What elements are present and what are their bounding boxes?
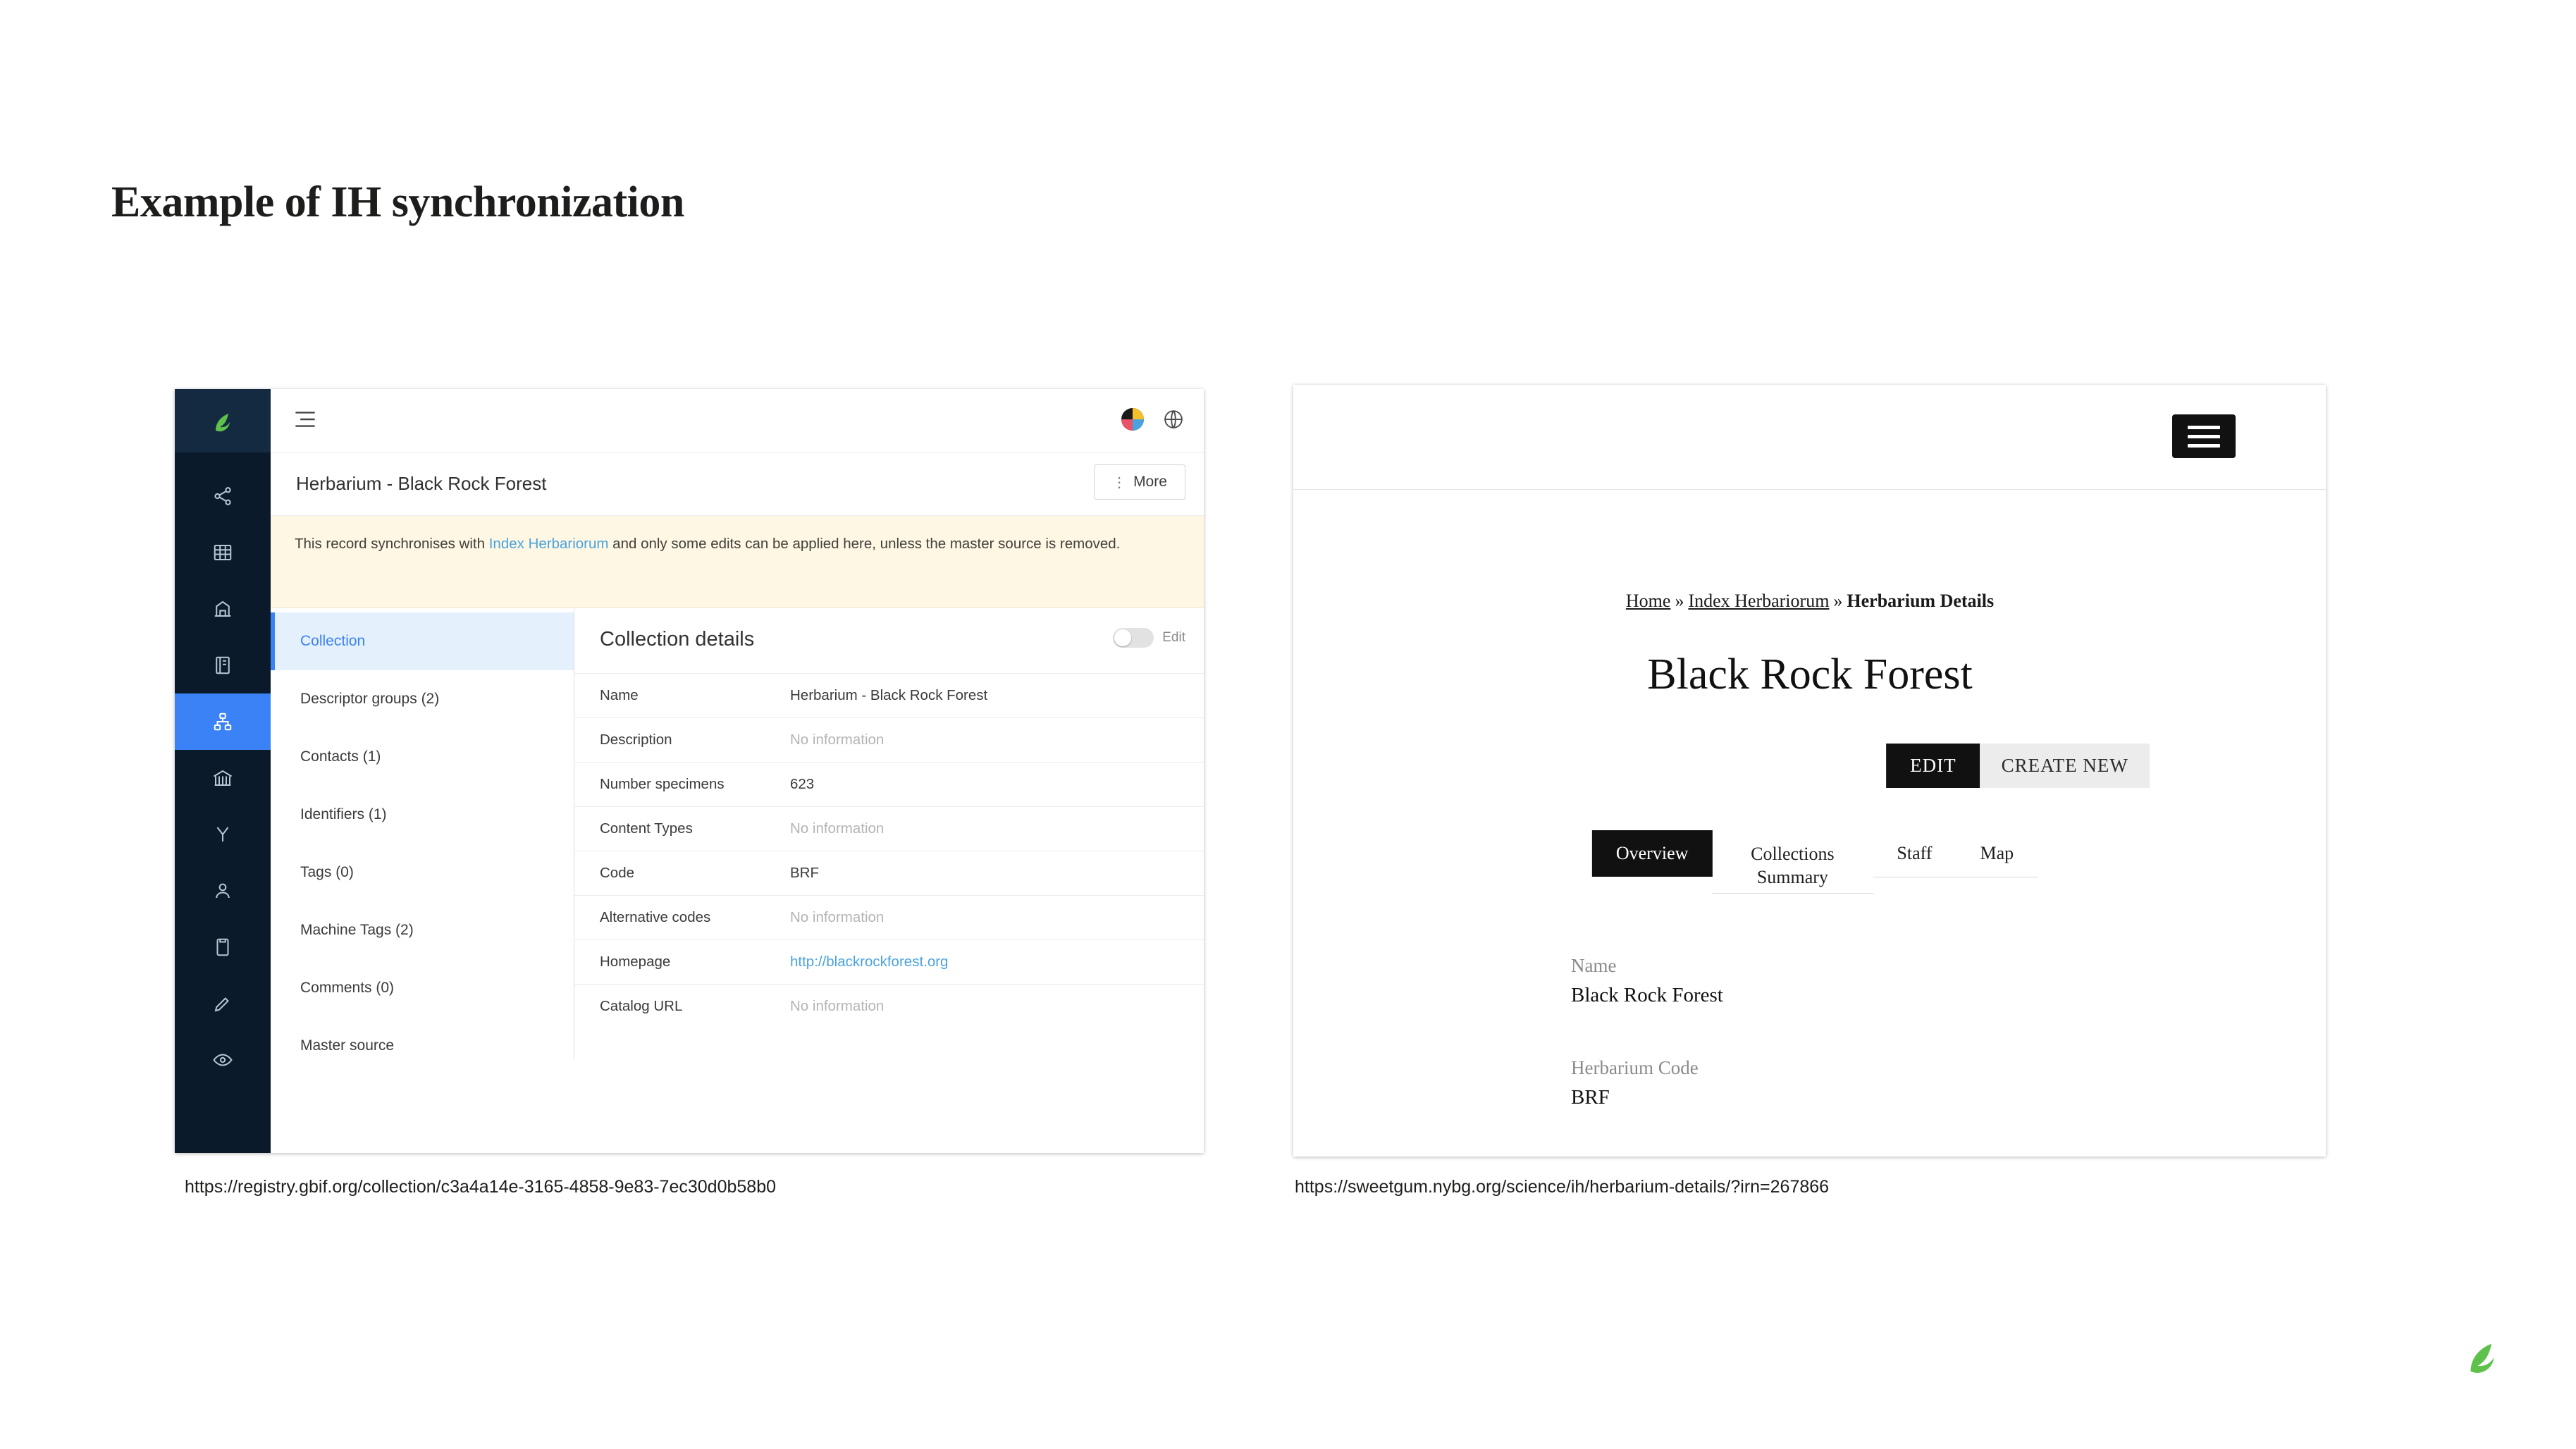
edit-toggle-label: Edit	[1162, 630, 1185, 645]
nav-label: Comments (0)	[300, 980, 395, 996]
detail-value: No information	[790, 820, 885, 837]
edit-toggle[interactable]	[1113, 628, 1185, 648]
detail-key: Content Types	[600, 820, 693, 837]
breadcrumb-separator: »	[1833, 591, 1843, 611]
detail-row-alternative-codes	[574, 895, 1204, 939]
field-herbarium-code	[1571, 1057, 1699, 1109]
detail-key: Code	[600, 865, 635, 881]
more-button[interactable]	[1094, 464, 1185, 500]
breadcrumb	[1626, 591, 1994, 612]
detail-value: BRF	[790, 865, 819, 881]
globe-icon[interactable]	[1163, 409, 1184, 430]
tab-overview[interactable]: Overview	[1592, 830, 1713, 877]
tab-staff[interactable]: Staff	[1873, 830, 1956, 877]
edit-button[interactable]: EDIT	[1886, 744, 1980, 788]
sidebar-item-share[interactable]	[175, 468, 271, 524]
hamburger-icon[interactable]	[2172, 414, 2236, 458]
gbif-sidebar	[175, 389, 271, 1153]
nav-item-master-source[interactable]	[271, 1017, 574, 1075]
detail-row-catalog-url	[574, 984, 1204, 1028]
detail-key: Number specimens	[600, 776, 725, 792]
tab-collections-summary[interactable]: Collections Summary	[1712, 830, 1873, 894]
sync-notice	[271, 516, 1204, 608]
tab-map[interactable]: Map	[1956, 830, 2038, 877]
sidebar-item-network[interactable]	[175, 806, 271, 863]
sidebar-item-museum[interactable]	[175, 750, 271, 806]
gbif-topbar	[271, 389, 1204, 453]
kebab-icon: ⋮	[1112, 474, 1127, 491]
detail-value: No information	[790, 732, 885, 748]
gbif-leaf-logo-icon	[2459, 1332, 2506, 1379]
sidebar-item-preview[interactable]	[175, 1032, 271, 1088]
detail-key: Description	[600, 732, 672, 748]
breadcrumb-home[interactable]: Home	[1625, 591, 1671, 611]
toggle-knob	[1114, 629, 1131, 646]
sidebar-item-document[interactable]	[175, 919, 271, 975]
detail-row-name	[574, 673, 1204, 717]
sidebar-item-institution[interactable]	[175, 581, 271, 637]
detail-key: Homepage	[600, 954, 671, 970]
gbif-record-header	[271, 453, 1204, 516]
nav-label: Collection	[300, 633, 366, 649]
field-herbarium-code-label: Herbarium Code	[1571, 1057, 1699, 1078]
detail-value: No information	[790, 998, 885, 1014]
collection-details-pane	[574, 608, 1204, 1059]
detail-row-code	[574, 851, 1204, 895]
breadcrumb-index-herbariorum[interactable]: Index Herbariorum	[1688, 591, 1830, 611]
detail-row-description	[574, 717, 1204, 762]
sidebar-item-collection[interactable]	[175, 693, 271, 750]
detail-key: Catalog URL	[600, 998, 683, 1014]
detail-key: Alternative codes	[600, 909, 711, 925]
detail-row-content-types	[574, 806, 1204, 851]
detail-value: Herbarium - Black Rock Forest	[790, 687, 988, 703]
nybg-topbar	[1293, 385, 2326, 490]
collection-details-header	[574, 608, 1204, 673]
detail-row-number-specimens	[574, 762, 1204, 806]
detail-value: 623	[790, 776, 815, 792]
left-panel-url: https://registry.gbif.org/collection/c3a4a14e-3165-4858-9e83-7ec30d0b58b0	[185, 1177, 777, 1197]
right-panel-url: https://sweetgum.nybg.org/science/ih/herbarium-details/?irn=267866	[1295, 1177, 1830, 1197]
herbarium-heading: Black Rock Forest	[1647, 650, 1973, 698]
index-herbariorum-link[interactable]: Index Herbariorum	[488, 536, 609, 552]
nav-item-contacts[interactable]	[271, 728, 574, 786]
nav-label: Identifiers (1)	[300, 806, 387, 822]
nav-label: Machine Tags (2)	[300, 922, 414, 938]
detail-row-homepage	[574, 939, 1204, 984]
field-name-label: Name	[1571, 955, 1617, 976]
page-title: Example of IH synchronization	[111, 178, 684, 226]
field-herbarium-code-value: BRF	[1571, 1086, 1610, 1109]
tabs	[1592, 830, 2038, 894]
sidebar-item-person[interactable]	[175, 863, 271, 919]
toggle-track[interactable]	[1113, 628, 1154, 648]
breadcrumb-current: Herbarium Details	[1847, 591, 1995, 611]
nav-item-identifiers[interactable]	[271, 786, 574, 844]
notice-text-after: and only some edits can be applied here, unless the master source is removed.	[608, 536, 1121, 552]
nybg-herbarium-details-screenshot	[1293, 385, 2326, 1157]
collection-nav	[271, 608, 574, 1059]
nav-item-collection[interactable]	[271, 612, 574, 670]
create-new-button[interactable]: CREATE NEW	[1980, 744, 2150, 788]
field-name-value: Black Rock Forest	[1571, 984, 1723, 1006]
detail-value: No information	[790, 909, 885, 925]
nav-item-tags[interactable]	[271, 844, 574, 901]
nav-item-machine-tags[interactable]	[271, 901, 574, 959]
sidebar-item-edit[interactable]	[175, 975, 271, 1032]
homepage-link[interactable]: http://blackrockforest.org	[790, 954, 949, 970]
field-name	[1571, 955, 1723, 1007]
topbar-actions	[1121, 407, 1184, 431]
hamburger-icon[interactable]	[293, 409, 317, 430]
record-title: Herbarium - Black Rock Forest	[296, 473, 547, 494]
more-button-label: More	[1133, 474, 1167, 490]
breadcrumb-separator: »	[1675, 591, 1684, 611]
nav-label: Contacts (1)	[300, 748, 381, 765]
gbif-main	[271, 389, 1204, 1153]
gbif-brand-icon[interactable]	[1121, 407, 1145, 431]
nav-label: Tags (0)	[300, 864, 354, 880]
nav-label: Master source	[300, 1037, 395, 1054]
nav-label: Descriptor groups (2)	[300, 691, 440, 707]
sidebar-item-grid[interactable]	[175, 524, 271, 581]
collection-details-title: Collection details	[600, 628, 755, 650]
gbif-registry-screenshot	[175, 389, 1204, 1153]
notice-text-before: This record synchronises with	[295, 536, 489, 552]
sidebar-item-library[interactable]	[175, 637, 271, 693]
gbif-logo-icon	[175, 389, 271, 452]
nav-item-comments[interactable]	[271, 959, 574, 1017]
detail-key: Name	[600, 687, 639, 703]
gbif-body	[271, 608, 1204, 1059]
action-buttons	[1886, 744, 2150, 788]
nav-item-descriptor-groups[interactable]	[271, 670, 574, 728]
